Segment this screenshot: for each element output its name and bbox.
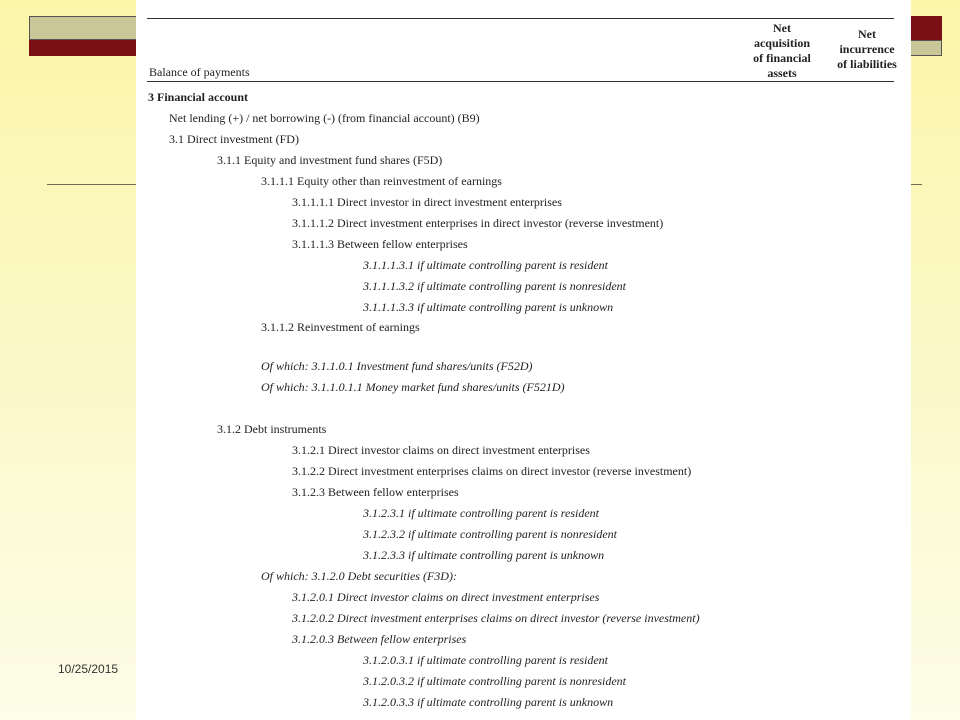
- table-row: 3.1.2.0.1 Direct investor claims on direct investment enterprises: [292, 590, 600, 604]
- document-panel: [136, 0, 911, 720]
- table-row: Of which: 3.1.2.0 Debt securities (F3D):: [261, 569, 457, 583]
- table-row: 3.1.2.0.2 Direct investment enterprises claims on direct investor (reverse investment): [292, 611, 700, 625]
- slide-date: 10/25/2015: [58, 662, 119, 676]
- table-row: 3.1.1.2 Reinvestment of earnings: [261, 320, 420, 334]
- header-net-acquisition: [732, 21, 832, 81]
- table-row: 3.1.1.1.3.1 if ultimate controlling parent is resident: [363, 258, 608, 272]
- table-row: 3.1.2.3.2 if ultimate controlling parent is nonresident: [363, 527, 617, 541]
- header-col2-line: of liabilities: [837, 57, 897, 71]
- table-row: 3.1.2.2 Direct investment enterprises claims on direct investor (reverse investment): [292, 464, 692, 478]
- table-row: 3.1.2.0.3.1 if ultimate controlling parent is resident: [363, 653, 608, 667]
- header-balance-of-payments: Balance of payments: [149, 65, 250, 79]
- table-row: Of which: 3.1.1.0.1.1 Money market fund shares/units (F521D): [261, 380, 565, 394]
- header-col2-line: Net: [858, 27, 876, 41]
- table-row: 3.1.1.1.3.3 if ultimate controlling parent is unknown: [363, 300, 614, 314]
- table-row: 3.1.1.1.2 Direct investment enterprises in direct investor (reverse investment): [292, 216, 664, 230]
- table-row: 3.1.1.1.3 Between fellow enterprises: [292, 237, 468, 251]
- decor-bar-left-bottom: [29, 40, 141, 56]
- header-col1-line: assets: [767, 66, 797, 80]
- decor-rule-left: [47, 184, 139, 185]
- table-row: Of which: 3.1.1.0.1 Investment fund shares/units (F52D): [261, 359, 533, 373]
- table-header: [147, 18, 897, 82]
- table-row: 3.1.1 Equity and investment fund shares (F5D): [217, 153, 443, 167]
- table-row: 3.1 Direct investment (FD): [169, 132, 299, 146]
- table-row: 3.1.1.1.1 Direct investor in direct investment enterprises: [292, 195, 562, 209]
- header-net-incurrence: [827, 27, 907, 72]
- table-row: Net lending (+) / net borrowing (-) (from financial account) (B9): [169, 111, 480, 125]
- table-row: 3.1.2.3.1 if ultimate controlling parent is resident: [363, 506, 599, 520]
- table-row: 3.1.2.0.3.2 if ultimate controlling parent is nonresident: [363, 674, 626, 688]
- table-row: 3.1.2.0.3.3 if ultimate controlling parent is unknown: [363, 695, 614, 709]
- decor-bar-left-top: [29, 16, 141, 40]
- table-row: 3.1.2.0.3 Between fellow enterprises: [292, 632, 467, 646]
- header-col1-line: Net: [773, 21, 791, 35]
- table-row: 3.1.1.1.3.2 if ultimate controlling parent is nonresident: [363, 279, 626, 293]
- header-col1-line: acquisition: [753, 36, 810, 50]
- header-col1-line: of financial: [753, 51, 811, 65]
- table-row: 3.1.2.3 Between fellow enterprises: [292, 485, 459, 499]
- table-row: 3.1.2.1 Direct investor claims on direct investment enterprises: [292, 443, 590, 457]
- table-row: 3 Financial account: [148, 90, 249, 104]
- decor-rule-right: [910, 184, 922, 185]
- table-row: 3.1.2.3.3 if ultimate controlling parent is unknown: [363, 548, 605, 562]
- table-row: 3.1.1.1 Equity other than reinvestment of earnings: [261, 174, 502, 188]
- header-col2-line: incurrence: [839, 42, 895, 56]
- table-row: 3.1.2 Debt instruments: [217, 422, 327, 436]
